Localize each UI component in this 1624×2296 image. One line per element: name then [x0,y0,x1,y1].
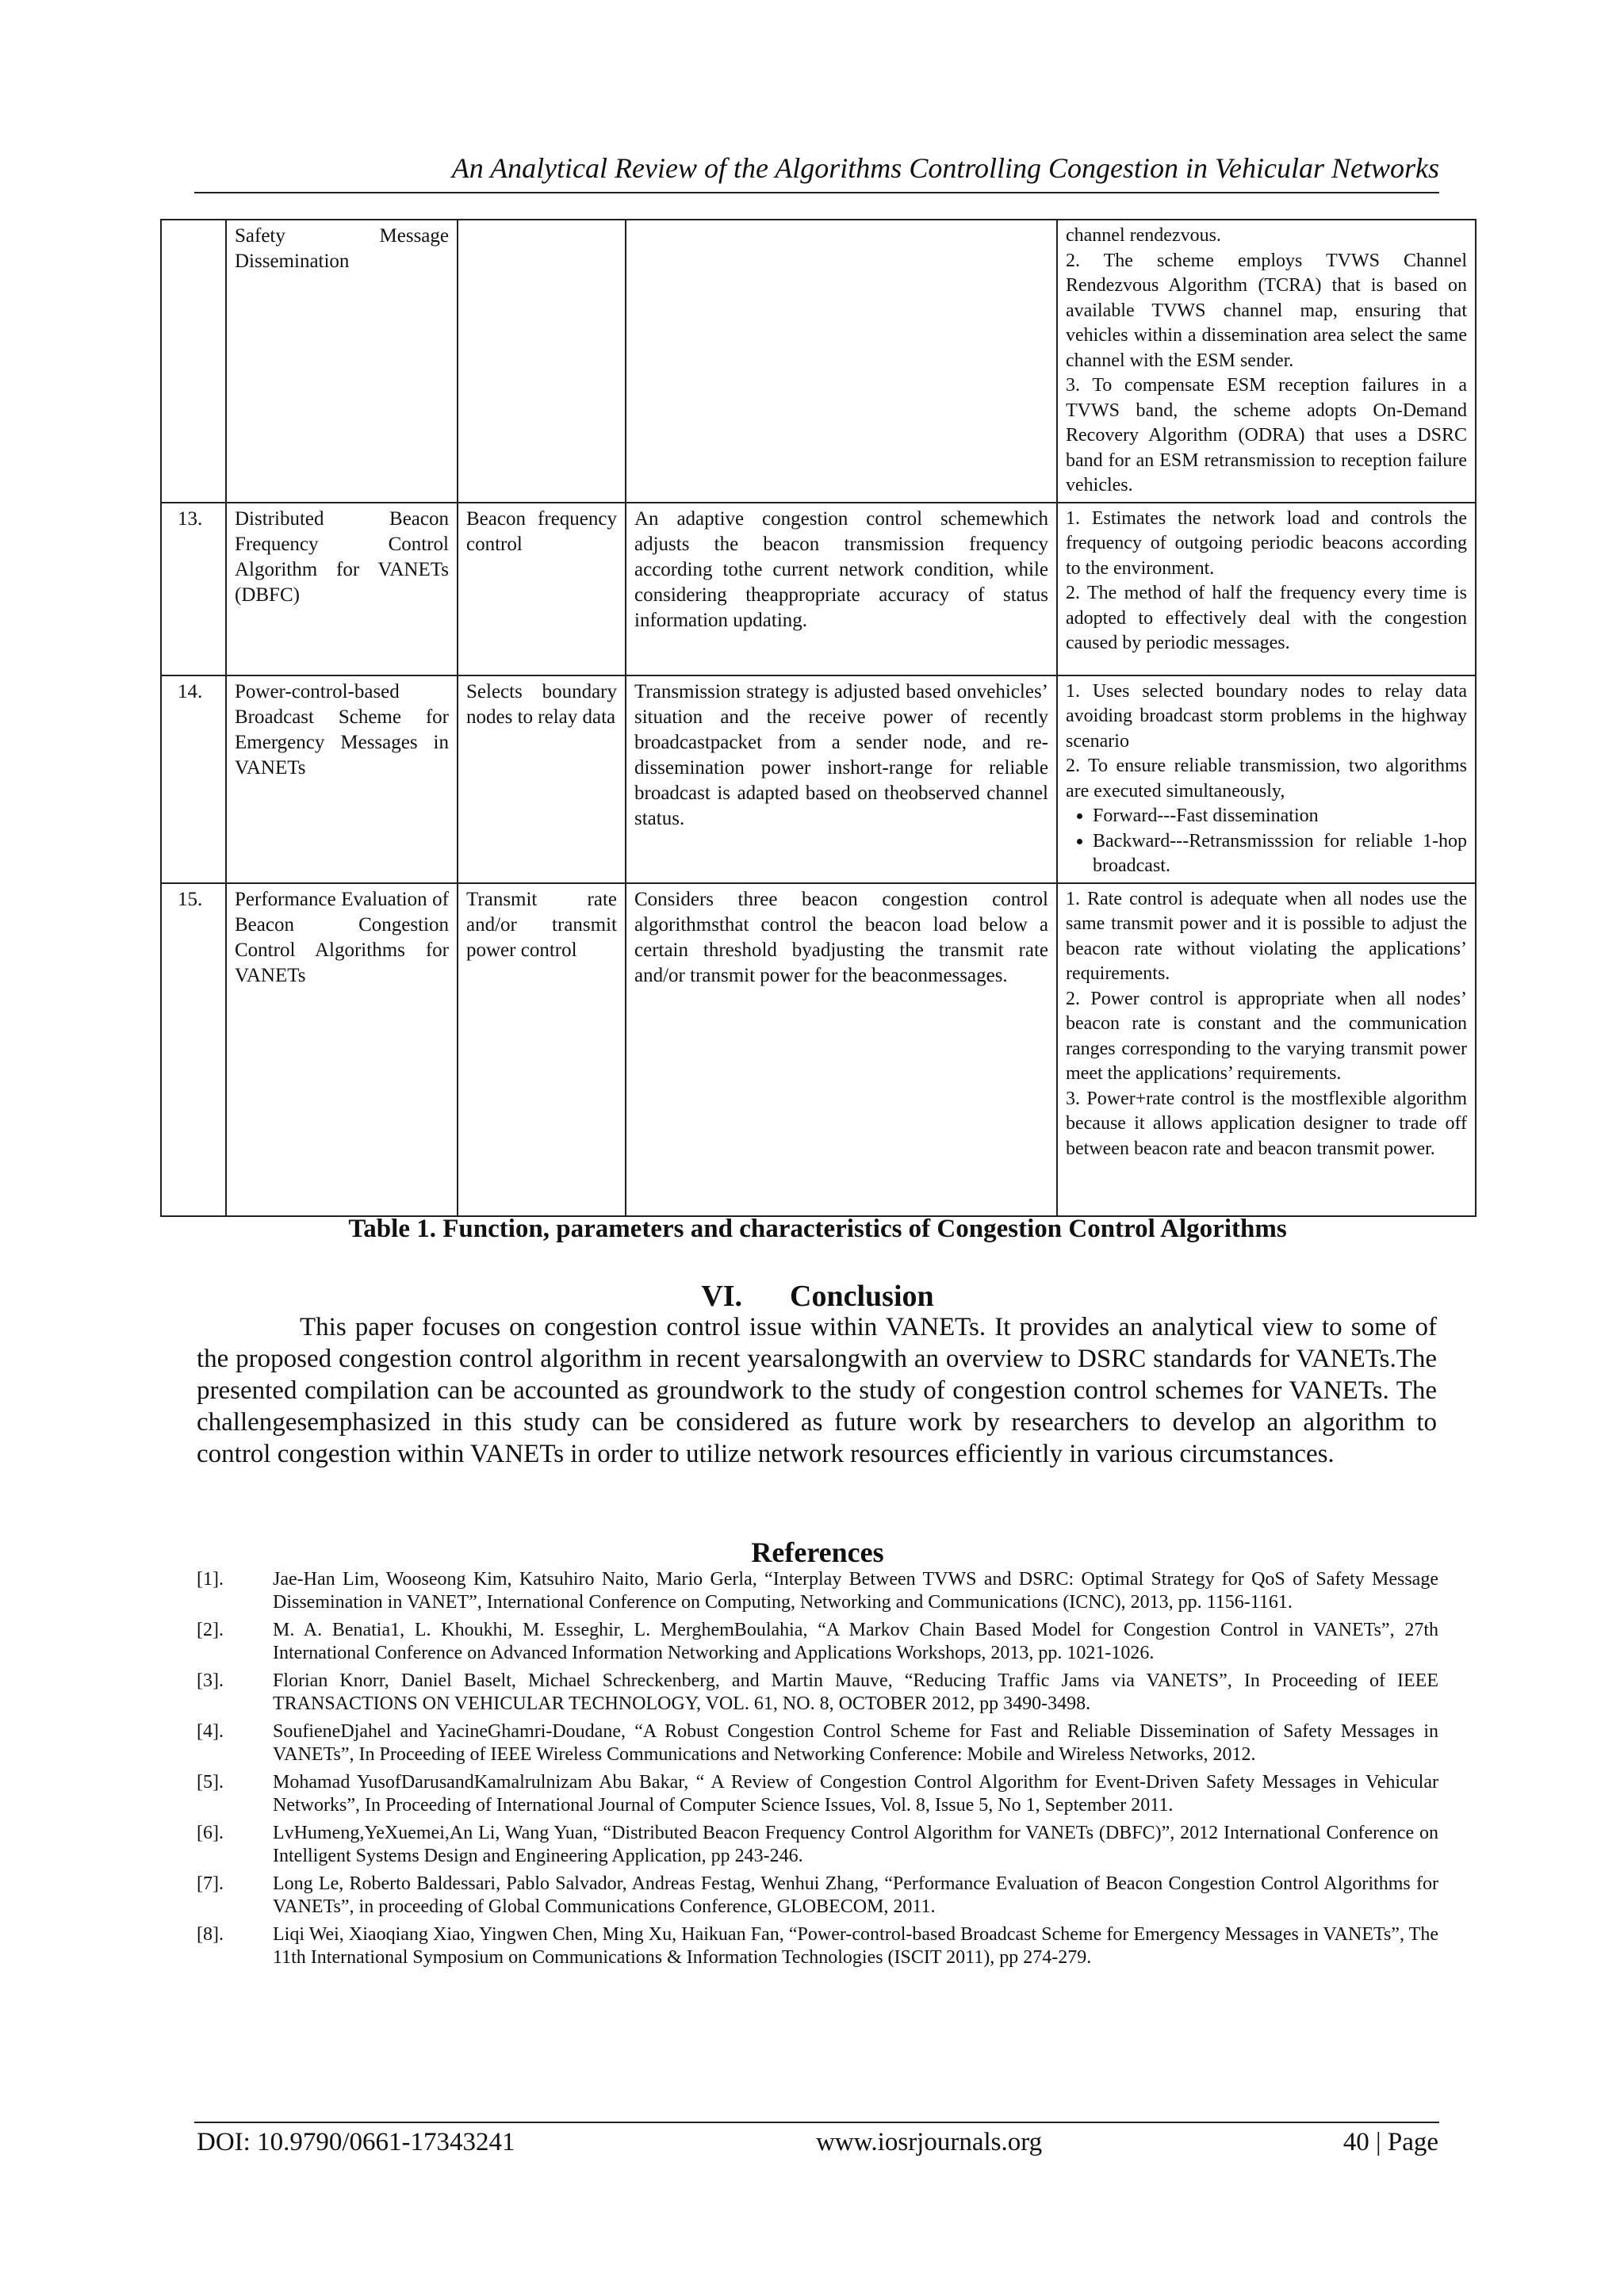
reference-number: [5]. [197,1772,224,1793]
algorithm-name: Performance Evaluation of Beacon Congestion Control Algorithms for VANETs [226,883,458,1216]
conclusion-paragraph: This paper focuses on congestion control issue within VANETs. It provides an analytical view to some of the proposed congestion control algorithm in recent yearsalongwith an overview to DSRC standards for VANETs.The presented compilation can be accounted as groundwork to the study of congestion control schemes for VANETs. The challengesemphasized in this study can be considered as future work by researchers to develop an algorithm to control congestion within VANETs in order to utilize network resources efficiently in various circumstances. [197,1313,1437,1468]
doi-text: DOI: 10.9790/0661-17343241 [197,2128,515,2156]
reference-text: Jae-Han Lim, Wooseong Kim, Katsuhiro Naito, Mario Gerla, “Interplay Between TVWS and DSRC: Optimal Strategy for QoS of Safety Message Dissemination in VANET”, International Conference on Computing, Networking and Communications (ICNC), 2013, pp. 1156-1161. [273,1569,1438,1613]
references-heading: References [751,1536,884,1568]
function-cell [626,220,1057,503]
function-cell: Transmission strategy is adjusted based onvehicles’ situation and the receive power of recently broadcastpacket from a sender node, and re-dissemination power inshort-range for reliable broadcast is adapted based on theobserved channel status. [626,675,1057,883]
function-cell: Considers three beacon congestion control algorithmsthat control the beacon load below a certain threshold byadjusting the transmit rate and/or transmit power for the beaconmessages. [626,883,1057,1216]
header-divider [194,192,1439,193]
reference-item [197,1771,1438,1817]
reference-item [197,1619,1438,1665]
characteristic-item: 2. To ensure reliable transmission, two algorithms are executed simultaneously, [1066,756,1467,802]
reference-list [197,1568,1438,1974]
characteristic-item: 3. Power+rate control is the mostflexible algorithm because it allows application designer to trade off between beacon rate and beacon transmit power. [1066,1088,1467,1159]
parameter-cell: Beacon frequency control [458,503,626,675]
reference-text: LvHumeng,YeXuemei,An Li, Wang Yuan, “Distributed Beacon Frequency Control Algorithm for VANETs (DBFC)”, 2012 International Conference on Intelligent Systems Design and Engineering Application, pp 243-246. [273,1823,1438,1866]
footer-divider [194,2122,1439,2123]
parameter-cell: Selects boundary nodes to relay data [458,675,626,883]
reference-item [197,1568,1438,1614]
function-cell: An adaptive congestion control schemewhich adjusts the beacon transmission frequency according tothe current network condition, while considering theappropriate accuracy of status information updating. [626,503,1057,675]
table-row [161,503,1476,675]
characteristics-cell [1057,675,1476,883]
bullet-item: • Forward---Fast dissemination [1093,804,1467,829]
page-footer [197,2126,1438,2158]
characteristics-cell [1057,883,1476,1216]
characteristic-item: 2. The scheme employs TVWS Channel Rendezvous Algorithm (TCRA) that is based on available TVWS channel map, ensuring that vehicles within a dissemination area select the same channel with the ESM sender. [1066,250,1467,371]
table-caption: Table 1. Function, parameters and characteristics of Congestion Control Algorithms [348,1215,1287,1243]
reference-number: [6]. [197,1823,224,1843]
reference-number: [2]. [197,1620,224,1640]
reference-text: Liqi Wei, Xiaoqiang Xiao, Yingwen Chen, Ming Xu, Haikuan Fan, “Power-control-based Broadcast Scheme for Emergency Messages in VANETs”, The 11th International Symposium on Communications & Information Technologies (ISCIT 2011), pp 274-279. [273,1924,1438,1968]
reference-item [197,1720,1438,1766]
table-row [161,675,1476,883]
reference-number: [3]. [197,1670,224,1691]
row-number: 13. [161,503,226,675]
journal-link[interactable]: www.iosrjournals.org [816,2128,1043,2156]
reference-text: Long Le, Roberto Baldessari, Pablo Salvador, Andreas Festag, Wenhui Zhang, “Performance Evaluation of Beacon Congestion Control Algorithms for VANETs”, in proceeding of Global Communications Conference, GLOBECOM, 2011. [273,1873,1438,1917]
characteristics-cell [1057,220,1476,503]
characteristic-item: 2. The method of half the frequency every time is adopted to effectively deal with the congestion caused by periodic messages. [1066,583,1467,653]
reference-number: [4]. [197,1721,224,1742]
parameter-cell [458,220,626,503]
algorithm-name: Power-control-based Broadcast Scheme for Emergency Messages in VANETs [226,675,458,883]
characteristic-item: channel rendezvous. [1066,225,1221,246]
row-number: 15. [161,883,226,1216]
characteristics-cell [1057,503,1476,675]
algorithm-name: Distributed Beacon Frequency Control Algorithm for VANETs (DBFC) [226,503,458,675]
table-row [161,220,1476,503]
characteristic-item: 1. Rate control is adequate when all nodes use the same transmit power and it is possible to adjust the beacon rate without violating the applications’ requirements. [1066,888,1467,984]
reference-number: [1]. [197,1569,224,1590]
reference-number: [8]. [197,1924,224,1945]
reference-text: SoufieneDjahel and YacineGhamri-Doudane, “A Robust Congestion Control Scheme for Fast and Reliable Dissemination of Safety Messages in VANETs”, In Proceeding of IEEE Wireless Communications and Networking Conference: Mobile and Wireless Networks, 2012. [273,1721,1438,1765]
characteristic-item: 1. Estimates the network load and controls the frequency of outgoing periodic beacons according to the environment. [1066,507,1467,579]
bullet-item: • Backward---Retransmisssion for reliable 1-hop broadcast. [1093,829,1467,879]
reference-item [197,1822,1438,1868]
row-number: 14. [161,675,226,883]
page-number: 40 | Page [1342,2128,1438,2156]
characteristic-item: 2. Power control is appropriate when all nodes’ beacon rate is constant and the communication ranges corresponding to the varying transmit power meet the applications’ requirements. [1066,988,1467,1084]
algorithm-name: Safety Message Dissemination [226,220,458,503]
reference-text: Florian Knorr, Daniel Baselt, Michael Schreckenberg, and Martin Mauve, “Reducing Traffic Jams via VANETS”, In Proceeding of IEEE TRANSACTIONS ON VEHICULAR TECHNOLOGY, VOL. 61, NO. 8, OCTOBER 2012, pp 3490-3498. [273,1670,1438,1714]
reference-item [197,1873,1438,1919]
reference-number: [7]. [197,1873,224,1894]
algorithms-table [160,219,1477,1217]
reference-text: Mohamad YusofDarusandKamalrulnizam Abu Bakar, “ A Review of Congestion Control Algorithm for Event-Driven Safety Messages in Vehicular Networks”, In Proceeding of International Journal of Computer Science Issues, Vol. 8, Issue 5, No 1, September 2011. [273,1772,1438,1816]
bullet-list [1066,804,1467,879]
reference-item [197,1923,1438,1969]
characteristic-item: 3. To compensate ESM reception failures in a TVWS band, the scheme adopts On-Demand Recovery Algorithm (ODRA) that uses a DSRC band for an ESM retransmission to reception failure vehicles. [1066,375,1467,496]
row-number [161,220,226,503]
parameter-cell: Transmit rate and/or transmit power control [458,883,626,1216]
reference-text: M. A. Benatia1, L. Khoukhi, M. Esseghir, L. MerghemBoulahia, “A Markov Chain Based Model for Congestion Control in VANETs”, 27th International Conference on Advanced Information Networking and Applications Workshops, 2013, pp. 1021-1026. [273,1620,1438,1663]
section-title: Conclusion [790,1280,934,1313]
section-heading [160,1278,1475,1314]
section-number: VI. [701,1280,743,1313]
running-header: An Analytical Review of the Algorithms Controlling Congestion in Vehicular Networks [451,152,1439,184]
characteristic-item: 1. Uses selected boundary nodes to relay data avoiding broadcast storm problems in the highway scenario [1066,680,1467,752]
reference-item [197,1670,1438,1716]
table-row [161,883,1476,1216]
